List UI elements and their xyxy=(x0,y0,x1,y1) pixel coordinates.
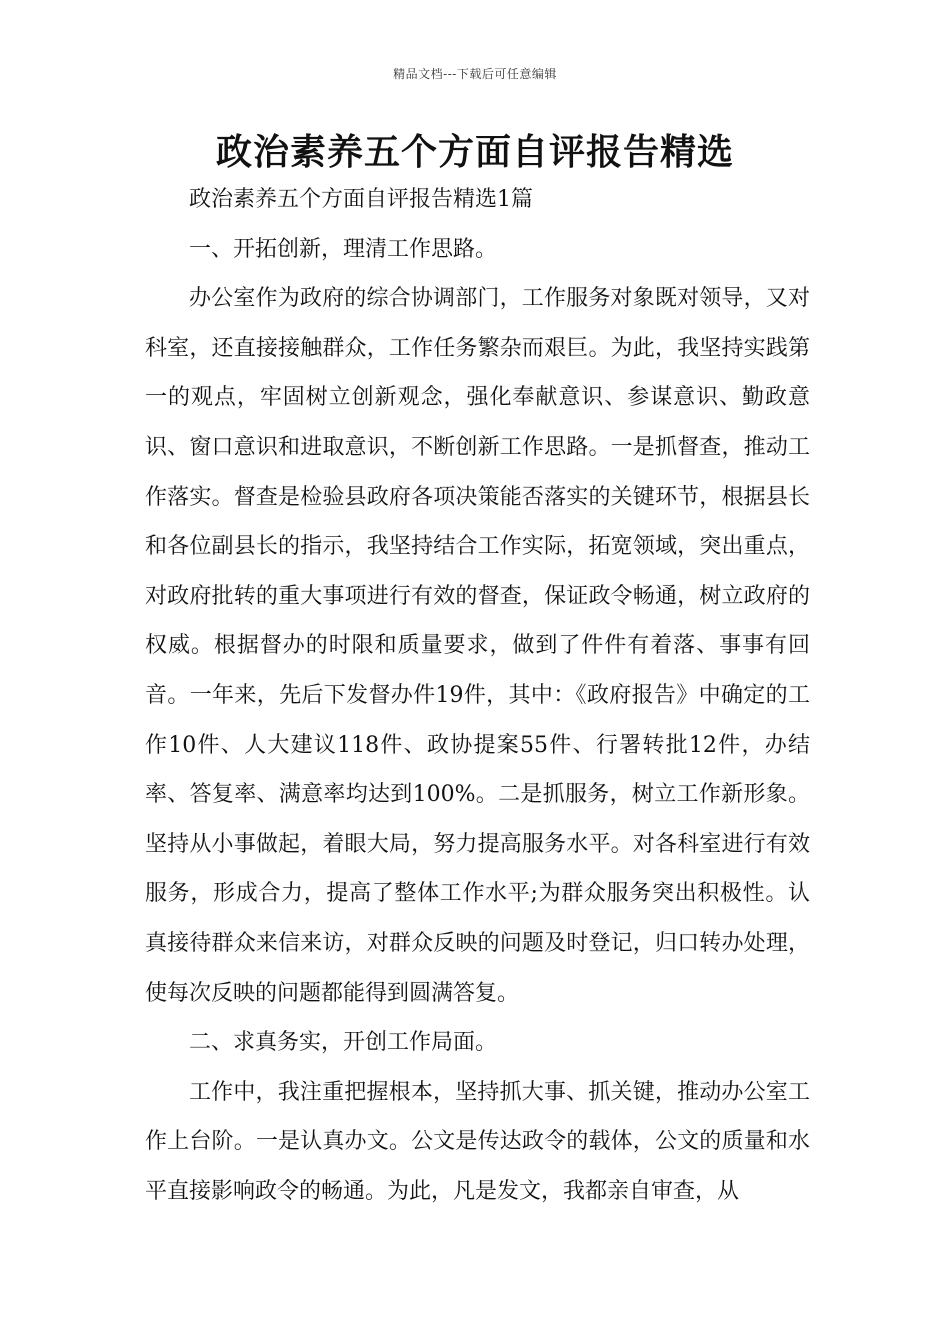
document-title: 政治素养五个方面自评报告精选 xyxy=(215,131,734,173)
document-body xyxy=(145,175,810,1216)
body-paragraph-2: 工作中，我注重把握根本，坚持抓大事、抓关键，推动办公室工作上台阶。一是认真办文。公文是传达政令的载体，公文的质量和水平直接影响政令的畅通。为此，凡是发文，我都亲自审查，从 xyxy=(145,1079,810,1204)
body-paragraph-1: 办公室作为政府的综合协调部门，工作服务对象既对领导，又对科室，还直接接触群众，工作任务繁杂而艰巨。为此，我坚持实践第一的观点，牢固树立创新观念，强化奉献意识、参谋意识、勤政意识、窗口意识和进取意识，不断创新工作思路。一是抓督查，推动工作落实。督查是检验县政府各项决策能否落实的关键环节，根据县长和各位副县长的指示，我坚持结合工作实际，拓宽领域，突出重点，对政府批转的重大事项进行有效的督查，保证政令畅通，树立政府的权威。根据督办的时限和质量要求，做到了件件有着落、事事有回音。一年来，先后下发督办件19件，其中：《政府报告》中确定的工作10件、人大建议118件、政协提案55件、行署转批12件，办结率、答复率、满意率均达到100%。二是抓服务，树立工作新形象。坚持从小事做起，着眼大局，努力提高服务水平。对各科室进行有效服务，形成合力，提高了整体工作水平;为群众服务突出积极性。认真接待群众来信来访，对群众反映的问题及时登记，归口转办处理，使每次反映的问题都能得到圆满答复。 xyxy=(145,286,810,1006)
section-heading-1: 一、开拓创新，理清工作思路。 xyxy=(189,236,498,262)
subtitle-paragraph: 政治素养五个方面自评报告精选1篇 xyxy=(189,187,533,212)
header-note: 精品文档---下载后可任意编辑 xyxy=(393,67,557,81)
section-heading-2: 二、求真务实，开创工作局面。 xyxy=(189,1030,498,1056)
